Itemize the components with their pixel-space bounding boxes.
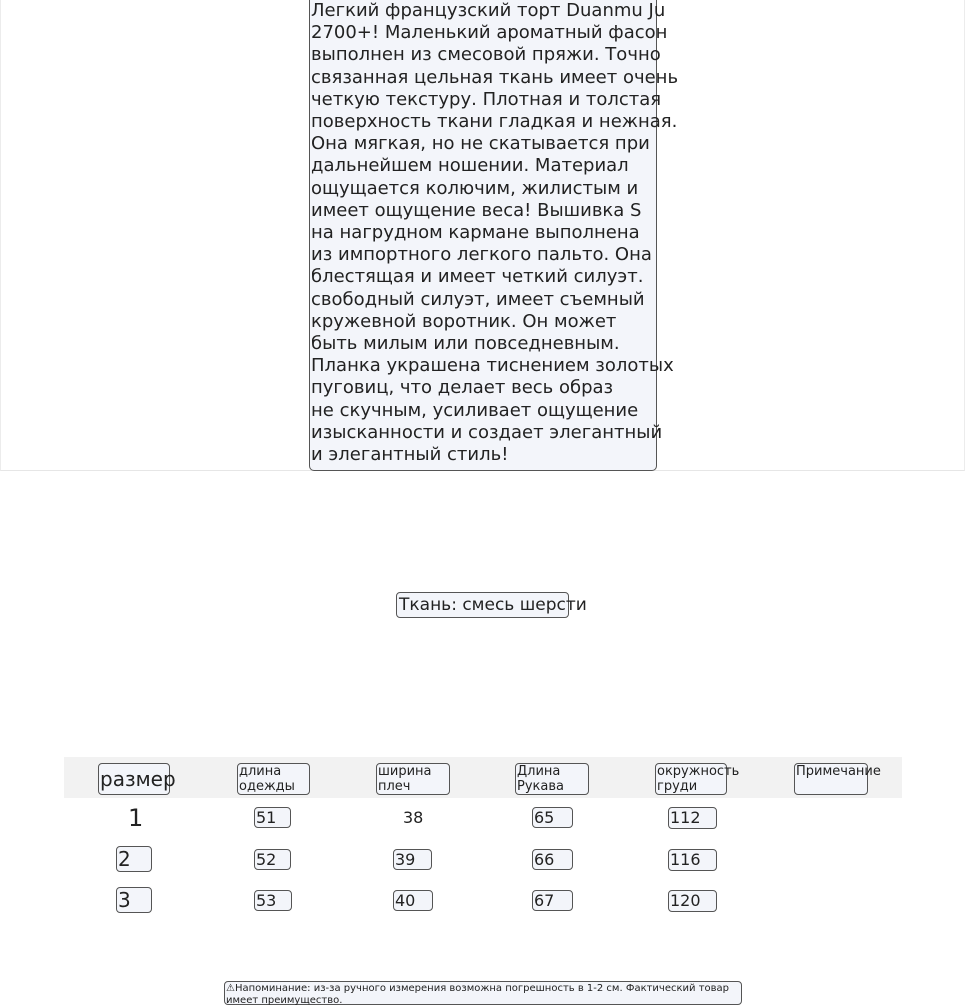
description-line: быть милым или повседневным. (311, 333, 620, 355)
row-2-chest: 116 (668, 849, 717, 871)
description-line: связанная цельная ткань имеет очень (311, 66, 679, 88)
row-3-sleeve: 67 (532, 890, 573, 911)
description-line: изысканности и создает элегантный (311, 421, 663, 443)
description-line: четкую текстуру. Плотная и толстая (311, 88, 662, 110)
description-line: блестящая и имеет четкий силуэт. (311, 266, 644, 288)
row-2-sleeve: 66 (532, 849, 573, 870)
description-line: Планка украшена тиснением золотых (311, 355, 674, 377)
description-line: свободный силуэт, имеет съемный (311, 288, 645, 310)
description-panel (0, 0, 965, 471)
row-2-length: 52 (254, 849, 291, 870)
header-size: размер (98, 763, 170, 795)
size-table-header (64, 757, 902, 798)
description-line: ощущается колючим, жилистым и (311, 177, 639, 199)
description-line: Она мягкая, но не скатывается при (311, 133, 650, 155)
description-line: кружевной воротник. Он может (311, 310, 617, 332)
description-line: Легкий французский торт Duanmu Ju (311, 0, 666, 21)
row-1-length: 51 (254, 807, 291, 828)
description-text (310, 0, 679, 466)
product-description (309, 0, 679, 471)
header-length: длина одежды (237, 763, 310, 795)
warning-icon: ⚠ (226, 983, 235, 994)
description-line: выполнен из смесовой пряжи. Точно (311, 44, 661, 66)
description-line: 2700+! Маленький ароматный фасон (311, 22, 668, 44)
header-sleeve: Длина Рукава (515, 763, 589, 795)
fabric-label: Ткань: смесь шерсти (396, 592, 569, 618)
description-line: пуговиц, что делает весь образ (311, 377, 614, 399)
description-line: и элегантный стиль! (311, 444, 509, 466)
header-chest: окружность груди (657, 764, 740, 794)
description-line: на нагрудном кармане выполнена (311, 222, 640, 244)
description-line: из импортного легкого пальто. Она (311, 244, 652, 266)
row-1-shoulder: 38 (403, 808, 424, 827)
description-line: дальнейшем ношении. Материал (311, 155, 629, 177)
measurement-reminder (224, 981, 742, 1005)
description-line: поверхность ткани гладкая и нежная. (311, 111, 678, 133)
description-line: имеет ощущение веса! Вышивка S (311, 199, 642, 221)
header-shoulder: ширина плеч (376, 763, 450, 795)
row-3-size: 3 (116, 887, 152, 913)
row-2-size: 2 (116, 846, 152, 872)
header-note: Примечание (794, 763, 868, 795)
row-3-length: 53 (254, 890, 292, 911)
description-line: не скучным, усиливает ощущение (311, 399, 639, 421)
reminder-text: Напоминание: из-за ручного измерения возможна погрешность в 1-2 см. Фактический товар имеет преимущество. (226, 983, 730, 1006)
row-1-size: 1 (128, 804, 144, 832)
row-3-shoulder: 40 (393, 890, 433, 911)
row-1-sleeve: 65 (532, 807, 573, 828)
row-2-shoulder: 39 (393, 849, 432, 870)
row-1-chest: 112 (668, 807, 717, 829)
row-3-chest: 120 (668, 890, 717, 912)
